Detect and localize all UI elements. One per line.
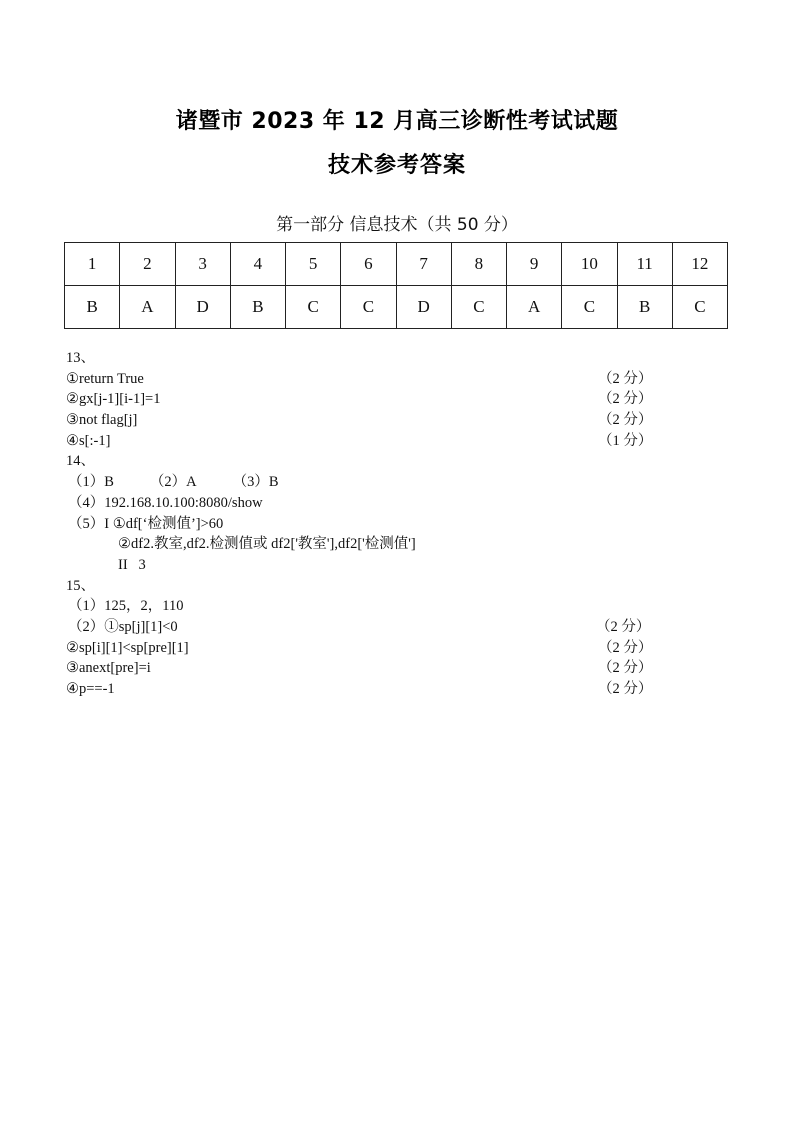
answer-cell: B [617,286,672,329]
answer-cell: A [507,286,562,329]
question-number: 1 [65,243,120,286]
score-badge: （2 分） [596,618,651,635]
question-number: 12 [672,243,727,286]
q14-part5a: （5）I ①df[‘检测值’]>60 [68,515,224,532]
page-title: 诸暨市 2023 年 12 月高三诊断性考试试题 [175,109,619,134]
answer-cell: D [396,286,451,329]
score-badge: （2 分） [598,412,653,429]
question-number: 11 [617,243,672,286]
answer-cell: B [65,286,120,329]
answer-cell: C [286,286,341,329]
q13-item: ④s[:-1] （1 分） [66,431,666,452]
score-badge: （1 分） [598,432,653,449]
answer-list [66,348,666,700]
answer-cell: C [451,286,506,329]
question-number: 9 [507,243,562,286]
section-title: 第一部分 信息技术（共 50 分） [276,215,518,235]
answer-cell: A [120,286,175,329]
q14-label: 14、 [66,453,95,470]
question-number: 8 [451,243,506,286]
q14-part2: （2）A [149,474,197,491]
score-badge: （2 分） [598,391,653,408]
question-number: 7 [396,243,451,286]
answer-table [64,242,728,329]
q15-item: （2）①sp[j][1]<0 （2 分） [66,617,666,638]
q15-item: ④p==-1 （2 分） [66,679,666,700]
question-number-row [65,243,728,286]
q15-item: ③anext[pre]=i （2 分） [66,658,666,679]
answer-cell: D [175,286,230,329]
q13-label: 13、 [66,350,95,366]
q14-part4: （4）192.168.10.100:8080/show [68,494,263,511]
q14-part5c: II 3 [118,556,146,573]
answer-cell: C [562,286,617,329]
q15-label: 15、 [66,577,95,594]
page-subtitle: 技术参考答案 [327,153,466,178]
q14-parts-1-3 [66,472,666,493]
score-badge: （2 分） [598,681,653,697]
q13-item: ③not flag[j] （2 分） [66,410,666,431]
q14-part1: （1）B [68,474,114,491]
answer-cell: B [230,286,285,329]
question-number: 6 [341,243,396,286]
answer-cell: C [672,286,727,329]
answer-cell: C [341,286,396,329]
answer-row [65,286,728,329]
score-badge: （2 分） [598,370,653,387]
score-badge: （2 分） [598,660,653,677]
question-number: 3 [175,243,230,286]
question-number: 2 [120,243,175,286]
q14-part3: （3）B [232,474,279,491]
q13-item: ②gx[j-1][i-1]=1 （2 分） [66,389,666,410]
question-number: 10 [562,243,617,286]
q13-item: ①return True （2 分） [66,369,666,390]
q15-part1: （1）125，2，110 [68,598,184,615]
q15-item: ②sp[i][1]<sp[pre][1] （2 分） [66,638,666,659]
question-number: 4 [230,243,285,286]
q14-part5b: ②df2.教室,df2.检测值或 df2['教室'],df2['检测值'] [118,536,416,553]
score-badge: （2 分） [598,639,653,656]
question-number: 5 [286,243,341,286]
